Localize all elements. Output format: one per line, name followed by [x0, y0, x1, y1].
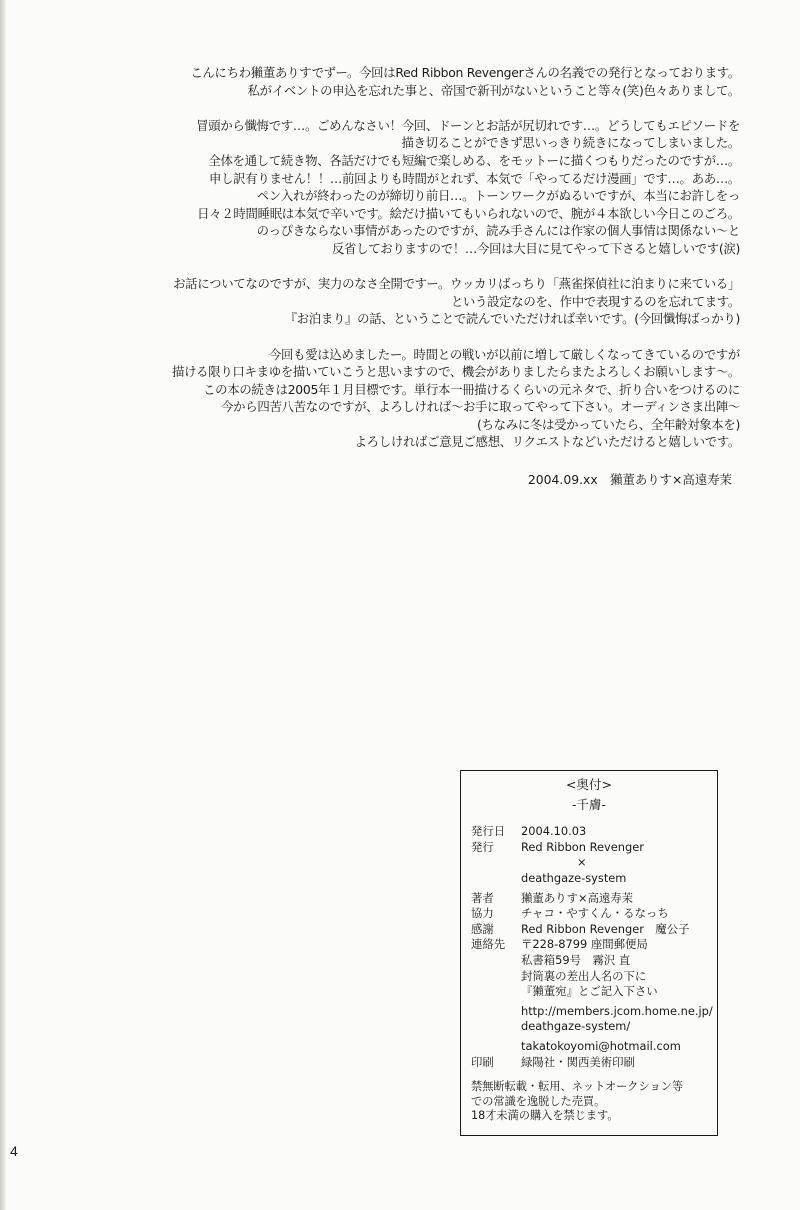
contact-label: 連絡先: [471, 937, 506, 952]
colophon-row-thanks: [471, 922, 707, 938]
website-url: deathgaze-system/: [521, 1019, 631, 1034]
afterword-paragraph-3: [140, 275, 740, 328]
afterword-line: 描ける限り口キまゆを描いていこうと思いますので、機会がありましたらまたよろしくお願いします～。: [171, 364, 740, 380]
afterword-line: 日々２時間睡眠は本気で辛いです。絵だけ描いてもいられないので、腕が４本欲しい今日このごろ。: [197, 205, 740, 221]
thanks-value: Red Ribbon Revenger 魔公子: [521, 921, 690, 936]
afterword: [140, 64, 740, 469]
cooperation-value: チャコ・やすくん・るなっち: [521, 906, 669, 921]
afterword-line: 私がイベントの申込を忘れた事と、帝国で新刊がないということ等々(笑)色々ありまして。: [247, 82, 740, 98]
email-address: takatokoyomi@hotmail.com: [521, 1038, 681, 1053]
notice-line: 禁無断転載・転用、ネットオークション等: [471, 1080, 684, 1094]
printer-label: 印刷: [471, 1054, 494, 1069]
afterword-line: ペン入れが終わったのが締切り前日…。トーンワークがぬるいですが、本当にお許しをっ: [256, 188, 740, 204]
afterword-signature: 2004.09.xx 獺董ありす×高遠寿茉: [527, 472, 732, 487]
website-url: http://members.jcom.home.ne.jp/: [521, 1003, 713, 1018]
afterword-line: 申し訳有りません！！…前回よりも時間がとれず、本気で「やってるだけ漫画」です…。ああ…。: [209, 170, 740, 186]
contact-value: [521, 937, 707, 999]
publish-date-value: 2004.10.03: [521, 824, 587, 839]
afterword-line: こんにちわ獺董ありすでずー。今回はRed Ribbon Revengerさんの名義での発行となっております。: [190, 65, 740, 80]
contact-line: 〒228-8799 座間郵便局: [521, 937, 648, 952]
cooperation-label: 協力: [471, 906, 494, 921]
afterword-line: この本の続きは2005年１月目標です。単行本一冊描けるくらいの元ネタで、折り合いをつけるのに: [203, 381, 740, 397]
afterword-line: という設定なのを、作中で表現するのを忘れてます。: [450, 293, 740, 309]
afterword-line: 冒頭から懺悔です…。ごめんなさい！今回、ドーンとお話が尻切れです…。どうしてもエピソードを: [196, 117, 740, 133]
contact-line: 『獺董宛』とご記入下さい: [521, 984, 658, 999]
colophon-title: -千膚-: [571, 796, 607, 812]
afterword-paragraph-4: [140, 346, 740, 452]
colophon-row-printer: [471, 1055, 707, 1071]
thanks-label: 感謝: [471, 921, 494, 936]
afterword-line: 反省しておりますので！…今回は大目に見てやって下さると嬉しいです(涙): [331, 240, 740, 256]
afterword-line: 『お泊まり』の話、ということで読んでいただければ幸いです。(今回懺悔ばっかり): [284, 311, 740, 327]
colophon-row-contact: [471, 937, 707, 999]
publisher-label: 発行: [471, 839, 494, 854]
contact-line: 私書箱59号 霧沢 直: [521, 952, 631, 967]
publisher-line: deathgaze-system: [521, 870, 627, 885]
author-label: 著者: [471, 890, 494, 905]
publish-date-label: 発行日: [471, 824, 506, 839]
author-value: 獺董ありす×高遠寿茉: [521, 890, 634, 905]
contact-line: 封筒裏の差出人名の下に: [521, 968, 647, 983]
colophon-row-author: [471, 891, 707, 907]
colophon-header: <奥付>: [566, 777, 612, 792]
colophon-notice: [471, 1080, 707, 1124]
afterword-line: (ちなみに冬は受かっていたら、全年齢対象本を): [477, 416, 740, 432]
afterword-paragraph-2: [140, 117, 740, 258]
afterword-line: 全体を通して続き物、各話だけでも短編で楽しめる、をモットーに描くつもりだったのですが…。: [208, 152, 740, 168]
afterword-line: よろしければご意見ご感想、リクエストなどいただけると嬉しいです。: [354, 434, 740, 450]
colophon-box: [460, 770, 718, 1136]
afterword-paragraph-1: [140, 64, 740, 99]
afterword-line: 今回も愛は込めましたー。時間との戦いが以前に増して厳しくなってきているのですが: [268, 346, 740, 362]
page-number: 4: [10, 1143, 18, 1159]
afterword-line: のっぴきならない事情があったのですが、読み手さんには作家の個人事情は関係ない～と: [256, 223, 740, 239]
publisher-value: [521, 840, 707, 887]
afterword-line: 今から四苦八苦なのですが、よろしければ～お手に取ってやって下さい。オーディンさま出陣～: [221, 399, 740, 415]
colophon-row-publisher: [471, 840, 707, 887]
colophon-row-publish-date: [471, 824, 707, 840]
publisher-line: Red Ribbon Revenger: [521, 839, 644, 854]
printer-value: 緑陽社・関西美術印刷: [521, 1054, 635, 1069]
afterword-line: 描き切ることができず思いっきり続きになってしまいました。: [401, 135, 740, 151]
page-edge: [0, 0, 6, 1210]
publisher-line: ×: [577, 855, 587, 870]
notice-line: 18才未満の購入を禁じます。: [471, 1109, 619, 1123]
afterword-line: お話についてなのですが、実力のなさ全開ですー。ウッカリばっちり「燕雀探偵社に泊まりに来ている」: [173, 276, 740, 292]
notice-line: での常識を逸脱した売買。: [471, 1094, 606, 1108]
colophon-row-cooperation: [471, 906, 707, 922]
